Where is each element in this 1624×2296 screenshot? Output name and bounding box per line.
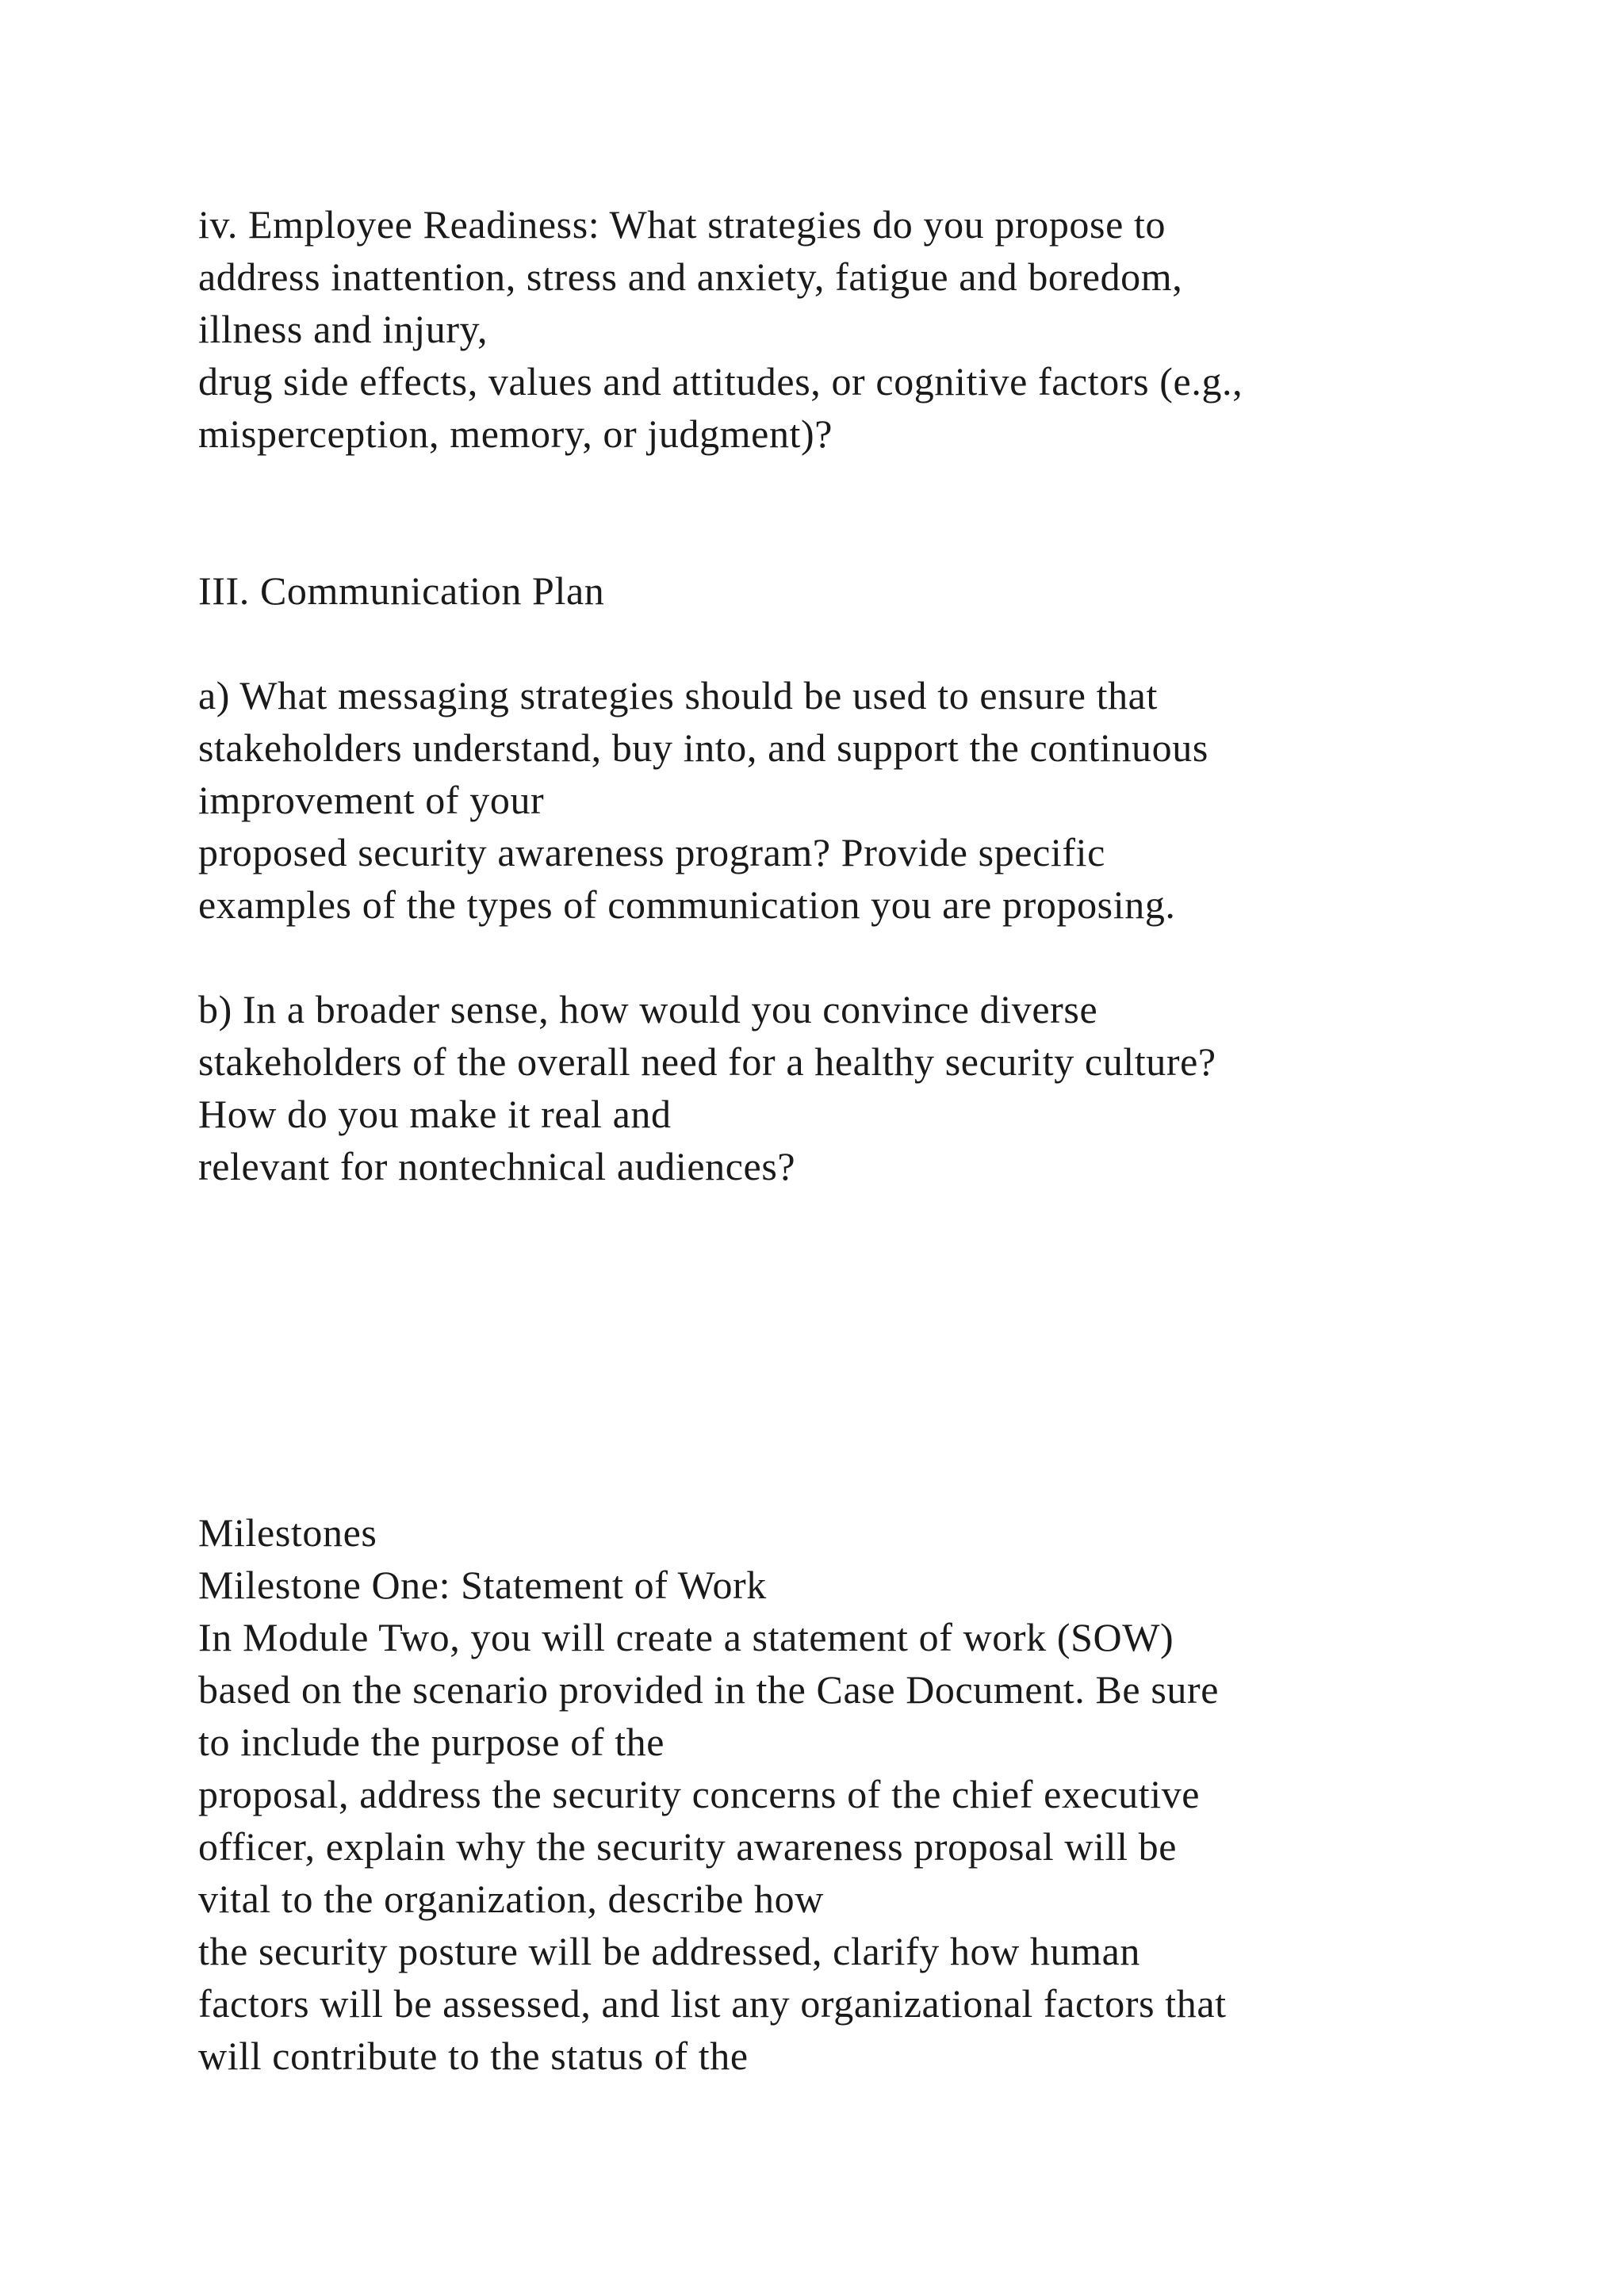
- communication-a-line-5: examples of the types of communication you are proposing.: [198, 882, 1176, 927]
- milestone-one-heading: Milestone One: Statement of Work: [198, 1563, 767, 1607]
- communication-a-line-1: a) What messaging strategies should be used to ensure that: [198, 673, 1158, 718]
- milestone-one-line-9: will contribute to the status of the: [198, 2034, 749, 2078]
- communication-b-line-1: b) In a broader sense, how would you convince diverse: [198, 987, 1098, 1031]
- communication-b-line-4: relevant for nontechnical audiences?: [198, 1144, 796, 1188]
- milestone-one-line-1: In Module Two, you will create a statement of work (SOW): [198, 1615, 1174, 1659]
- communication-b-line-3: How do you make it real and: [198, 1092, 672, 1136]
- milestone-one-line-2: based on the scenario provided in the Case Document. Be sure: [198, 1667, 1220, 1712]
- employee-readiness-line-5: misperception, memory, or judgment)?: [198, 411, 833, 456]
- employee-readiness-line-3: illness and injury,: [198, 307, 488, 351]
- communication-b-line-2: stakeholders of the overall need for a healthy security culture?: [198, 1039, 1216, 1084]
- employee-readiness-line-2: address inattention, stress and anxiety, fatigue and boredom,: [198, 254, 1183, 299]
- communication-a-line-4: proposed security awareness program? Provide specific: [198, 830, 1105, 874]
- communication-a-line-3: improvement of your: [198, 778, 545, 822]
- milestone-one-line-3: to include the purpose of the: [198, 1720, 665, 1764]
- milestone-one-line-5: officer, explain why the security awareness proposal will be: [198, 1824, 1178, 1869]
- milestones-heading: Milestones: [198, 1510, 377, 1555]
- employee-readiness-line-4: drug side effects, values and attitudes, or cognitive factors (e.g.,: [198, 359, 1243, 404]
- milestone-one-line-8: factors will be assessed, and list any organizational factors that: [198, 1981, 1227, 2026]
- communication-plan-heading: III. Communication Plan: [198, 568, 605, 613]
- employee-readiness-line-1: iv. Employee Readiness: What strategies do you propose to: [198, 202, 1166, 247]
- communication-a-line-2: stakeholders understand, buy into, and support the continuous: [198, 725, 1208, 770]
- milestone-one-line-4: proposal, address the security concerns of the chief executive: [198, 1772, 1201, 1816]
- milestone-one-line-6: vital to the organization, describe how: [198, 1877, 824, 1921]
- milestone-one-line-7: the security posture will be addressed, clarify how human: [198, 1929, 1141, 1973]
